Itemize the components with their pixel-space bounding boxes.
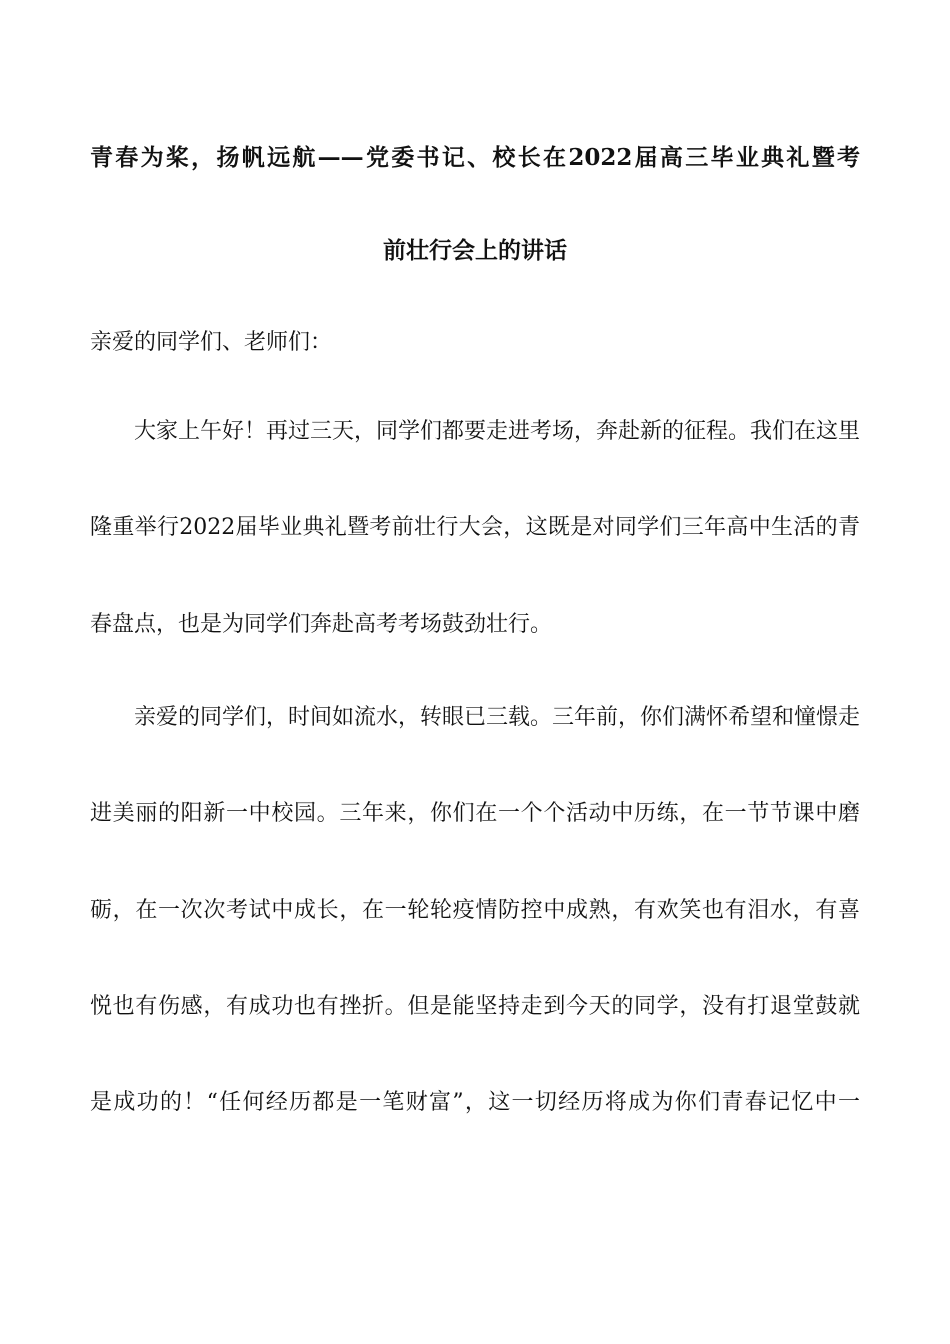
document-title-line-2: 前壮行会上的讲话 (383, 237, 567, 264)
paragraph-line: 春盘点，也是为同学们奔赴高考考场鼓劲壮行。 (90, 612, 553, 637)
paragraph-line: 进美丽的阳新一中校园。三年来，你们在一个个活动中历练，在一节节课中磨 (90, 801, 860, 826)
paragraph-line: 亲爱的同学们，时间如流水，转眼已三载。三年前，你们满怀希望和憧憬走 (134, 705, 861, 730)
salutation: 亲爱的同学们、老师们： (90, 330, 333, 355)
paragraph-line: 是成功的！“任何经历都是一笔财富”，这一切经历将成为你们青春记忆中一 (90, 1090, 860, 1115)
paragraph-line: 砺，在一次次考试中成长，在一轮轮疫情防控中成熟，有欢笑也有泪水，有喜 (90, 898, 860, 923)
paragraph-line: 隆重举行2022届毕业典礼暨考前壮行大会，这既是对同学们三年高中生活的青 (90, 515, 860, 540)
document-title-line-1: 青春为桨，扬帆远航——党委书记、校长在2022届高三毕业典礼暨考 (90, 144, 860, 171)
paragraph-line: 大家上午好！再过三天，同学们都要走进考场，奔赴新的征程。我们在这里 (134, 419, 861, 444)
paragraph-line: 悦也有伤感，有成功也有挫折。但是能坚持走到今天的同学，没有打退堂鼓就 (90, 994, 860, 1019)
